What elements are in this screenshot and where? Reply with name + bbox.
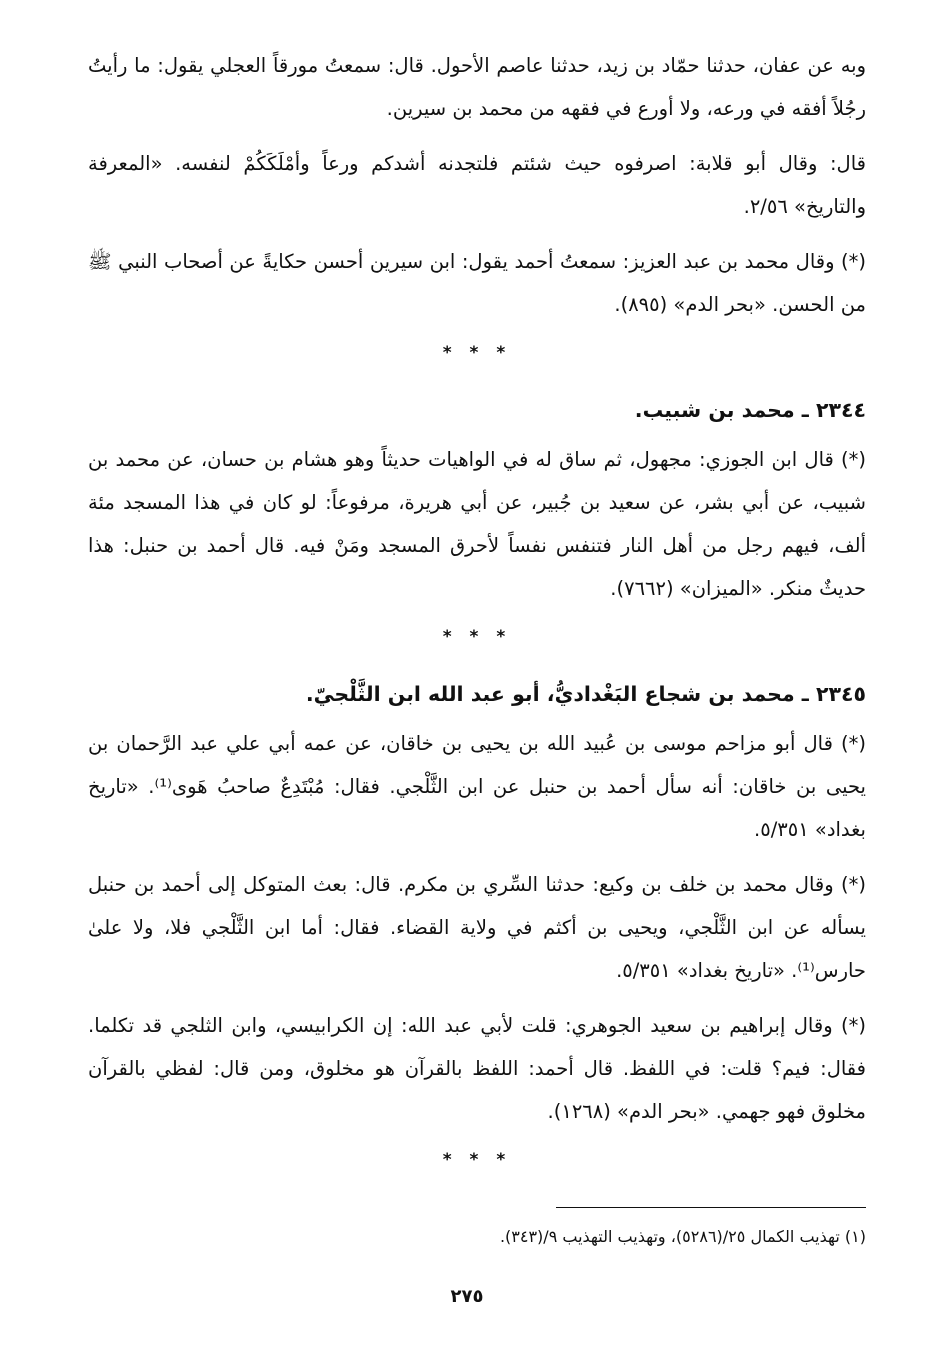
paragraph: (*) وقال محمد بن عبد العزيز: سمعتُ أحمد يقول: ابن سيرين أحسن حكايةً عن أصحاب النبي ﷺ من الحسن. «بحر الدم» (٨٩٥). — [88, 250, 866, 316]
paragraph: وبه عن عفان، حدثنا حمّاد بن زيد، حدثنا عاصم الأحول. قال: سمعتُ مورقاً العجلي يقول: ما رأيتُ رجُلاً أفقه في ورعه، ولا أورع في فقهه من محمد بن سيرين. — [88, 54, 866, 120]
section-separator: * * * — [442, 1150, 512, 1170]
paragraph: (*) وقال محمد بن خلف بن وكيع: حدثنا السِّري بن مكرم. قال: بعث المتوكل إلى أحمد بن حنبل يسأله عن ابن الثَّلْجي، ويحيى بن أكثم في ولاية القضاء. فقال: أما ابن الثَّلْجي فلا، ولا علىٰ حارس⁽¹⁾. «تاريخ بغداد» ٥/٣٥١. — [88, 873, 866, 982]
footnote-divider — [556, 1207, 866, 1208]
section-separator: * * * — [442, 343, 512, 363]
paragraph: قال: وقال أبو قلابة: اصرفوه حيث شئتم فلتجدنه أشدكم ورعاً وأمْلَكَكُمْ لنفسه. «المعرفة والتاريخ» ٢/٥٦. — [88, 152, 866, 218]
section-separator: * * * — [442, 627, 512, 647]
entry-title-2345: ٢٣٤٥ ـ محمد بن شجاع البَغْداديُّ، أبو عبد الله ابن الثَّلْجيّ. — [305, 682, 866, 706]
paragraph: (*) قال أبو مزاحم موسى بن عُبيد الله بن يحيى بن خاقان، عن عمه أبي علي عبد الرَّحمان بن يحيى بن خاقان: أنه سأل أحمد بن حنبل عن ابن الثَّلْجي. فقال: مُبْتَدِعٌ صاحبُ هَوى⁽¹⁾. «تاريخ بغداد» ٥/٣٥١. — [88, 732, 866, 841]
entry-title-2344: ٢٣٤٤ ـ محمد بن شبيب. — [634, 398, 866, 422]
page-number: ٢٧٥ — [450, 1286, 484, 1307]
footnote: (١) تهذيب الكمال ٢٥/(٥٢٨٦)، وتهذيب التهذيب ٩/(٣٤٣). — [499, 1227, 866, 1246]
page-body — [88, 44, 866, 1195]
paragraph: (*) قال ابن الجوزي: مجهول، ثم ساق له في الواهيات حديثاً وهو هشام بن حسان، عن محمد بن شبيب، عن أبي بشر، عن سعيد بن جُبير، عن أبي هريرة، مرفوعاً: لو كان في هذا المسجد مئة ألف، فيهم رجل من أهل النار فتنفس نفساً لأحرق المسجد ومَنْ فيه. قال أحمد بن حنبل: هذا حديثٌ منكر. «الميزان» (٧٦٦٢). — [88, 448, 866, 600]
paragraph: (*) وقال إبراهيم بن سعيد الجوهري: قلت لأبي عبد الله: إن الكرابيسي، وابن الثلجي قد تكلما. فقال: فيم؟ قلت: في اللفظ. قال أحمد: اللفظ بالقرآن هو مخلوق، ومن قال: لفظي بالقرآن مخلوق فهو جهمي. «بحر الدم» (١٢٦٨). — [88, 1014, 866, 1123]
